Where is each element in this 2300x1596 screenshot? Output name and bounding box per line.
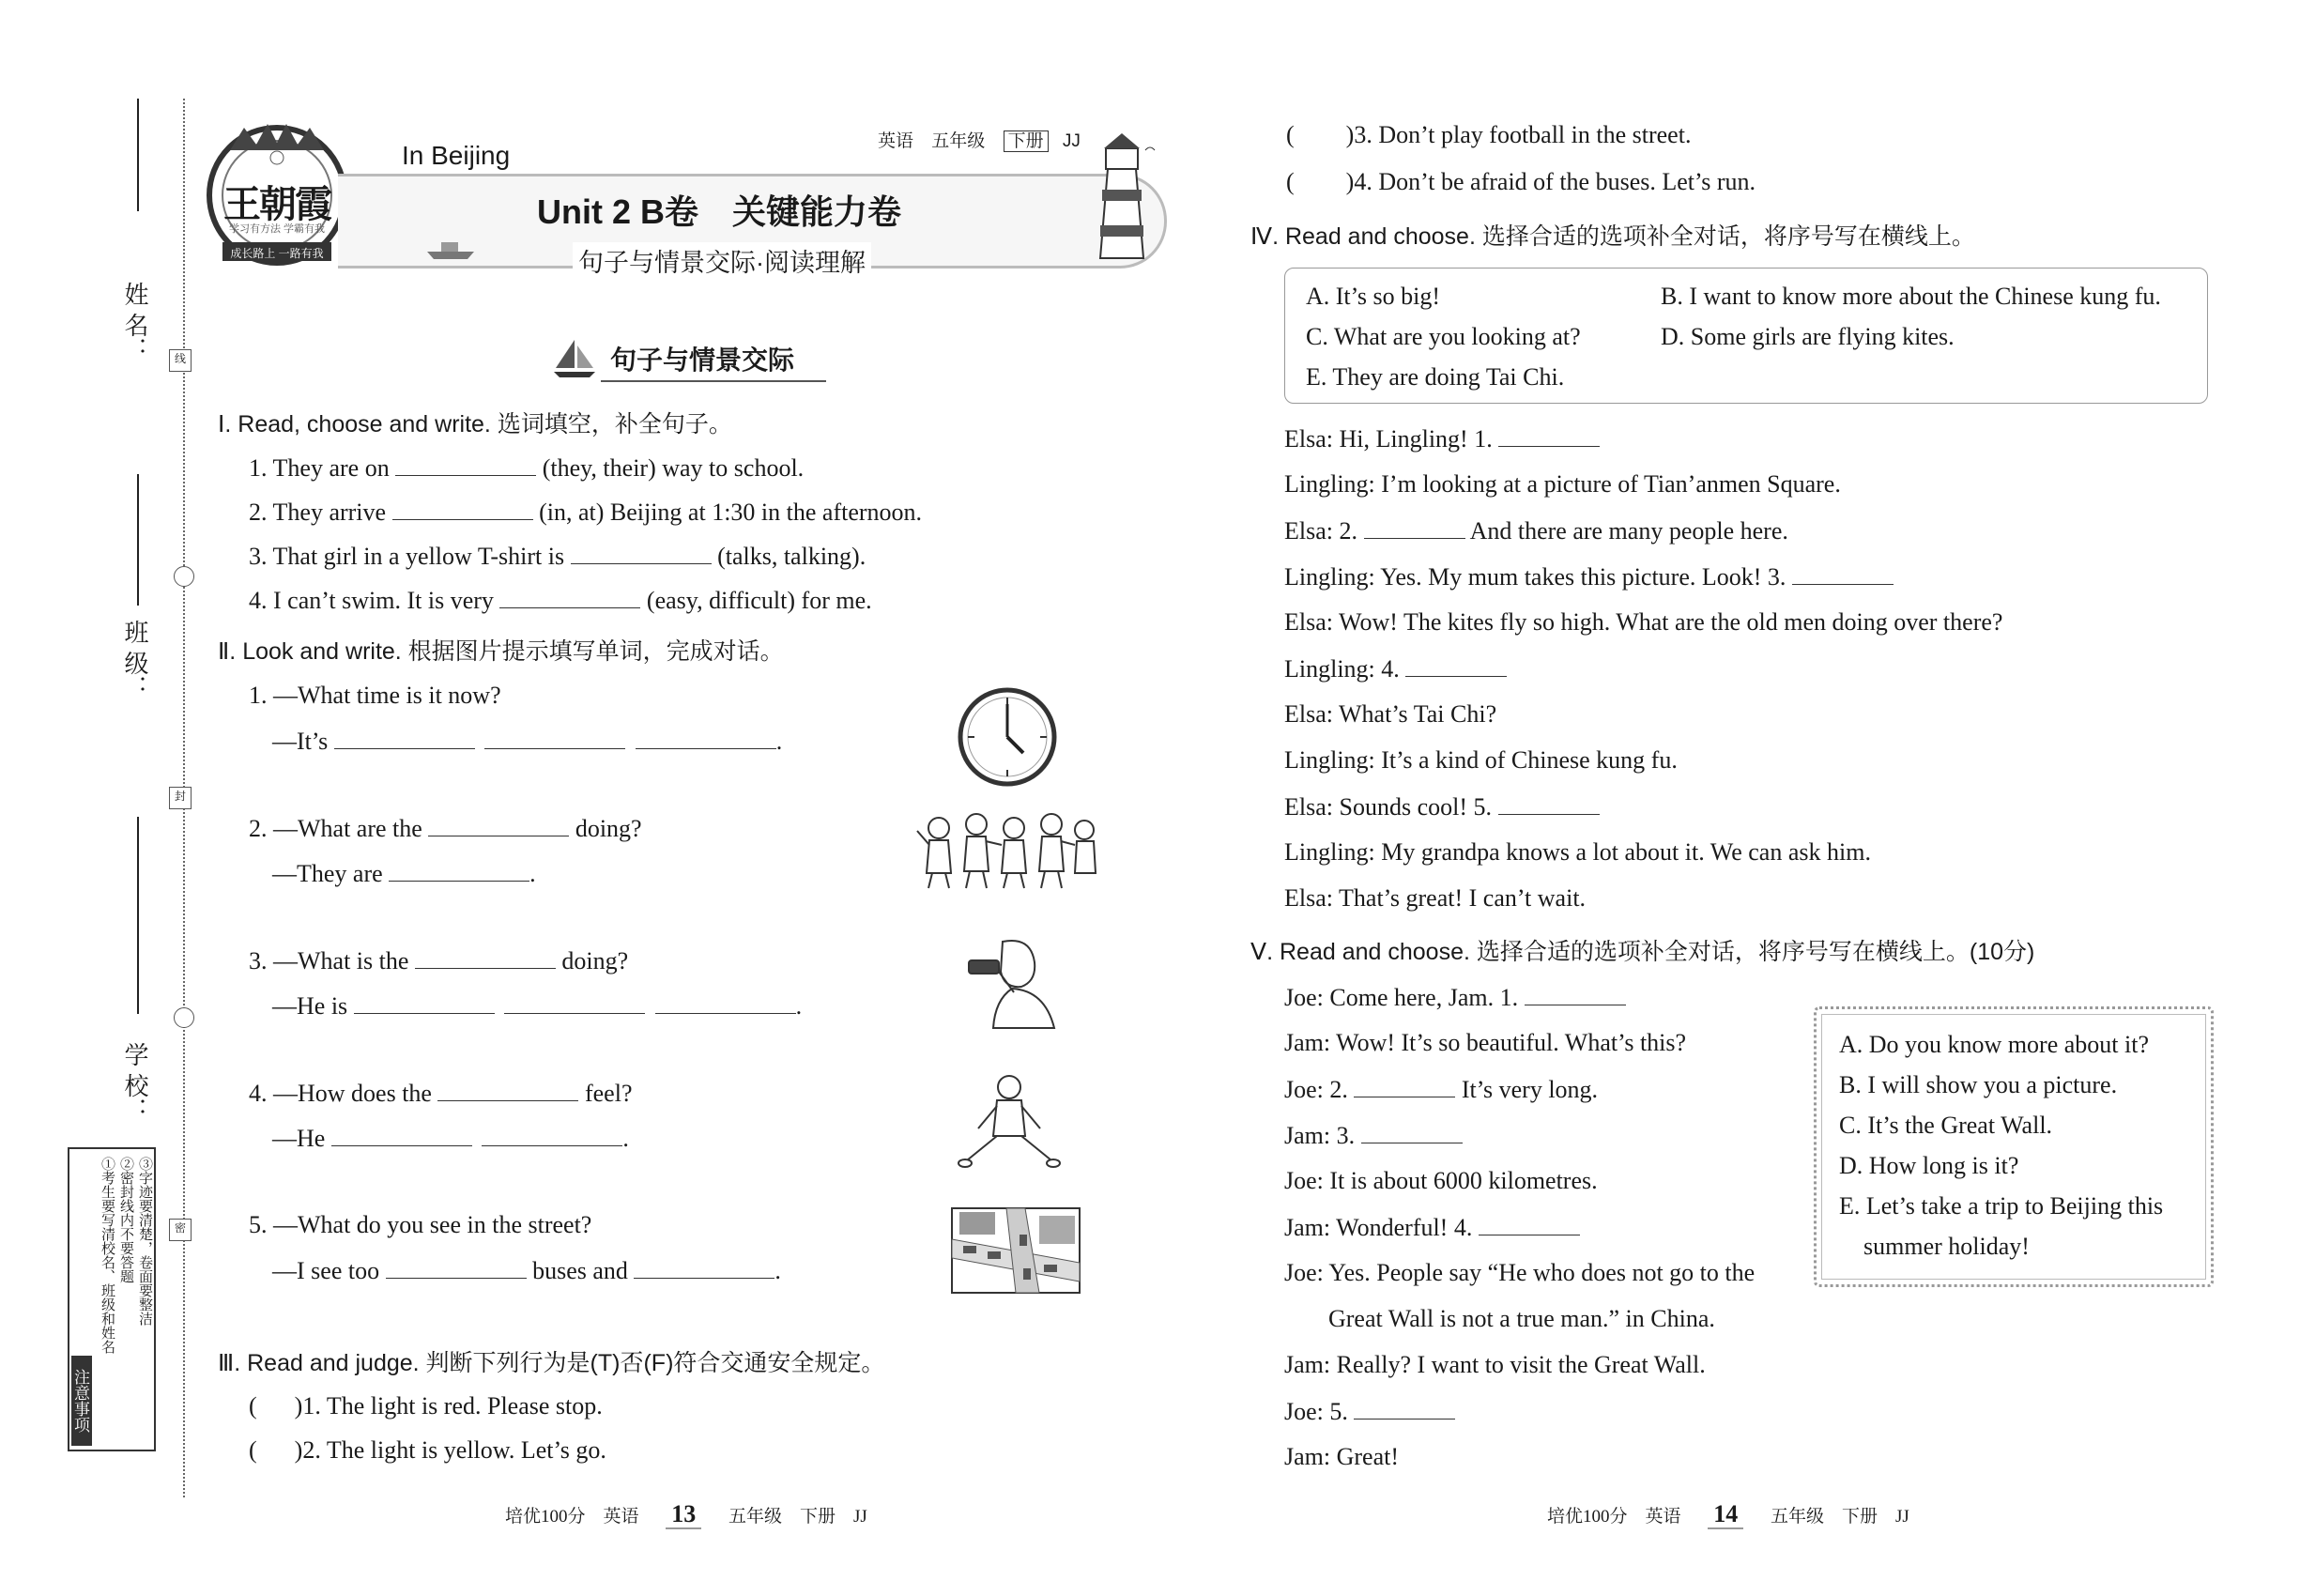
- subject-tags: [878, 127, 1081, 152]
- notice-item: ②密封线内不要答题: [118, 1157, 134, 1283]
- option-c: C. What are you looking at?: [1306, 323, 1581, 350]
- dialogue-line: Elsa: That’s great! I can’t wait.: [1284, 884, 1587, 912]
- option-e-cont: summer holiday!: [1863, 1233, 2030, 1260]
- answer-blank[interactable]: [482, 1123, 622, 1146]
- class-underline: [137, 474, 139, 606]
- part-2-a4: —He .: [272, 1125, 629, 1152]
- option-d: D. How long is it?: [1839, 1152, 2019, 1179]
- dialogue-line: Elsa: Hi, Lingling! 1.: [1284, 423, 1600, 454]
- tag-edition: JJ: [1062, 131, 1081, 151]
- dialogue-line: Lingling: It’s a kind of Chinese kung fu.: [1284, 746, 1678, 774]
- answer-blank[interactable]: [636, 726, 776, 749]
- brand-sub: 学习有方法 学霸有我: [228, 223, 326, 235]
- answer-blank[interactable]: [1364, 515, 1465, 539]
- man-with-camera-icon: [956, 934, 1068, 1033]
- dialogue-line: Joe: Yes. People say “He who does not go to the: [1284, 1259, 1756, 1286]
- answer-blank[interactable]: [1525, 982, 1626, 1005]
- option-e: E. They are doing Tai Chi.: [1306, 363, 1565, 391]
- section-banner-title: 句子与情景交际: [610, 345, 795, 375]
- answer-blank[interactable]: [655, 990, 796, 1014]
- part-5-title: Ⅴ. Read and choose. 选择合适的选项补全对话，将序号写在横线上。(10分): [1250, 939, 2035, 965]
- brand-slogan: 成长路上 一路有我: [230, 247, 324, 260]
- dialogue-line: Jam: Wonderful! 4.: [1284, 1212, 1580, 1243]
- banner-underline: [601, 380, 826, 382]
- brand-name: 王朝霞: [223, 183, 330, 225]
- class-label: 班 级：: [121, 620, 149, 700]
- part-2-a3: —He is .: [272, 992, 803, 1020]
- dialogue-line: Great Wall is not a true man.” in China.: [1328, 1305, 1715, 1332]
- answer-blank[interactable]: [428, 813, 569, 836]
- answer-blank[interactable]: [331, 1123, 472, 1146]
- part-3-item-4: ( )4. Don’t be afraid of the buses. Let’s run.: [1286, 168, 1756, 195]
- answer-blank[interactable]: [437, 1078, 578, 1101]
- answer-blank[interactable]: [1354, 1396, 1455, 1420]
- footer-left: 培优100分 英语 13 五年级 下册 JJ: [505, 1500, 867, 1527]
- answer-blank[interactable]: [1498, 791, 1600, 815]
- dialogue-line: Joe: 5.: [1284, 1396, 1455, 1427]
- ship-icon: [422, 235, 479, 263]
- answer-blank[interactable]: [415, 945, 556, 969]
- part-4-options-box: [1284, 268, 2208, 404]
- answer-blank[interactable]: [571, 541, 712, 564]
- notice-title: 注意事项: [71, 1356, 92, 1446]
- answer-blank[interactable]: [634, 1255, 774, 1279]
- dialogue-line: Jam: Wow! It’s so beautiful. What’s this?: [1284, 1029, 1687, 1056]
- dialogue-line: Joe: Come here, Jam. 1.: [1284, 982, 1626, 1013]
- name-label: 姓 名：: [121, 282, 149, 362]
- answer-blank[interactable]: [1792, 561, 1894, 585]
- part-1-item-2: 2. They arrive (in, at) Beijing at 1:30 in the afternoon.: [249, 499, 923, 526]
- part-2-title: Ⅱ. Look and write. 根据图片提示填写单词，完成对话。: [218, 638, 784, 665]
- page-number: 14: [1708, 1500, 1743, 1529]
- tag-grade: 五年级: [931, 131, 986, 151]
- dialogue-line: Elsa: Wow! The kites fly so high. What are the old men doing over there?: [1284, 608, 2003, 636]
- dialogue-line: Lingling: I’m looking at a picture of Tian’anmen Square.: [1284, 470, 1841, 498]
- subtitle: 句子与情景交际·阅读理解: [573, 242, 871, 279]
- option-c: C. It’s the Great Wall.: [1839, 1112, 2053, 1139]
- part-4-title: Ⅳ. Read and choose. 选择合适的选项补全对话，将序号写在横线上。: [1250, 223, 1975, 250]
- part-3-item-2: ( )2. The light is yellow. Let’s go.: [249, 1436, 606, 1464]
- answer-blank[interactable]: [484, 726, 625, 749]
- answer-blank[interactable]: [354, 990, 495, 1014]
- tired-boy-icon: [958, 1070, 1061, 1174]
- name-underline: [137, 99, 139, 211]
- answer-blank[interactable]: [395, 453, 536, 476]
- part-2-q2: 2. —What are the doing?: [249, 815, 642, 842]
- option-a: A. Do you know more about it?: [1839, 1031, 2150, 1058]
- part-5-options-box: [1814, 1006, 2214, 1287]
- tag-subject: 英语: [878, 131, 914, 151]
- seal-circle-marker: [174, 566, 194, 587]
- dialogue-line: Joe: 2. It’s very long.: [1284, 1076, 1599, 1103]
- part-1-title: Ⅰ. Read, choose and write. 选词填空，补全句子。: [218, 411, 732, 437]
- notice-box: [68, 1147, 156, 1451]
- part-2-a1: —It’s .: [272, 728, 783, 755]
- seal-circle-marker: [174, 1007, 194, 1028]
- unit-title: In Beijing: [402, 141, 511, 170]
- answer-blank[interactable]: [1405, 653, 1507, 677]
- school-underline: [137, 817, 139, 1014]
- sailboat-icon: [552, 338, 599, 379]
- part-3-item-3: ( )3. Don’t play football in the street.: [1286, 121, 1692, 148]
- part-2-a2: —They are .: [272, 860, 536, 887]
- answer-blank[interactable]: [504, 990, 645, 1014]
- option-a: A. It’s so big!: [1306, 283, 1440, 310]
- dialogue-line: Elsa: What’s Tai Chi?: [1284, 700, 1497, 728]
- answer-blank[interactable]: [1479, 1212, 1580, 1235]
- notice-item: ①考生要写清校名、班级和姓名: [100, 1157, 115, 1354]
- part-1-item-4: 4. I can’t swim. It is very (easy, difficult) for me.: [249, 587, 872, 614]
- main-title: Unit 2 B卷 关键能力卷: [537, 192, 902, 231]
- part-2-a5: —I see too buses and .: [272, 1257, 781, 1284]
- dialogue-line: Jam: 3.: [1284, 1120, 1463, 1151]
- dialogue-line: Elsa: 2. And there are many people here.: [1284, 517, 1788, 545]
- option-b: B. I will show you a picture.: [1839, 1071, 2118, 1098]
- part-2-q3: 3. —What is the doing?: [249, 947, 629, 974]
- answer-blank[interactable]: [386, 1255, 527, 1279]
- dialogue-line: Lingling: 4.: [1284, 653, 1507, 684]
- lighthouse-icon: [1080, 131, 1164, 263]
- answer-blank[interactable]: [499, 585, 640, 608]
- footer-right: 培优100分 英语 14 五年级 下册 JJ: [1547, 1500, 1909, 1527]
- part-3-title: Ⅲ. Read and judge. 判断下列行为是(T)否(F)符合交通安全规定。: [218, 1350, 885, 1376]
- dialogue-line: Jam: Great!: [1284, 1443, 1400, 1470]
- option-e: E. Let’s take a trip to Beijing this: [1839, 1192, 2164, 1220]
- dialogue-line: Lingling: My grandpa knows a lot about it. We can ask him.: [1284, 838, 1871, 866]
- tag-term: 下册: [1004, 130, 1049, 152]
- dialogue-line: Joe: It is about 6000 kilometres.: [1284, 1167, 1598, 1194]
- answer-blank[interactable]: [1354, 1074, 1455, 1097]
- page-number: 13: [666, 1500, 701, 1529]
- part-2-q5: 5. —What do you see in the street?: [249, 1211, 592, 1238]
- part-1-item-1: 1. They are on (they, their) way to school.: [249, 454, 805, 482]
- busy-street-icon: [950, 1206, 1081, 1296]
- school-label: 学 校：: [121, 1042, 149, 1123]
- part-3-item-1: ( )1. The light is red. Please stop.: [249, 1392, 603, 1420]
- answer-blank[interactable]: [392, 497, 533, 520]
- part-2-q1: 1. —What time is it now?: [249, 682, 501, 709]
- dialogue-line: Jam: Really? I want to visit the Great Wall.: [1284, 1351, 1706, 1378]
- dialogue-line: Elsa: Sounds cool! 5.: [1284, 791, 1600, 822]
- part-2-q4: 4. —How does the feel?: [249, 1080, 633, 1107]
- answer-blank[interactable]: [1361, 1120, 1463, 1143]
- option-d: D. Some girls are flying kites.: [1661, 323, 1955, 350]
- dialogue-line: Lingling: Yes. My mum takes this picture. Look! 3.: [1284, 561, 1894, 592]
- option-b: B. I want to know more about the Chinese kung fu.: [1661, 283, 2161, 310]
- answer-blank[interactable]: [1498, 423, 1600, 447]
- part-1-item-3: 3. That girl in a yellow T-shirt is (talks, talking).: [249, 543, 866, 570]
- clock-icon: [956, 685, 1059, 789]
- notice-item: ③字迹要清楚，卷面要整洁: [137, 1157, 153, 1326]
- dancing-children-icon: [915, 807, 1103, 892]
- answer-blank[interactable]: [334, 726, 475, 749]
- cut-mark-feng: 封: [169, 787, 192, 809]
- answer-blank[interactable]: [389, 858, 529, 882]
- cut-mark-xian: 线: [169, 349, 192, 372]
- cut-mark-mi: 密: [169, 1219, 192, 1241]
